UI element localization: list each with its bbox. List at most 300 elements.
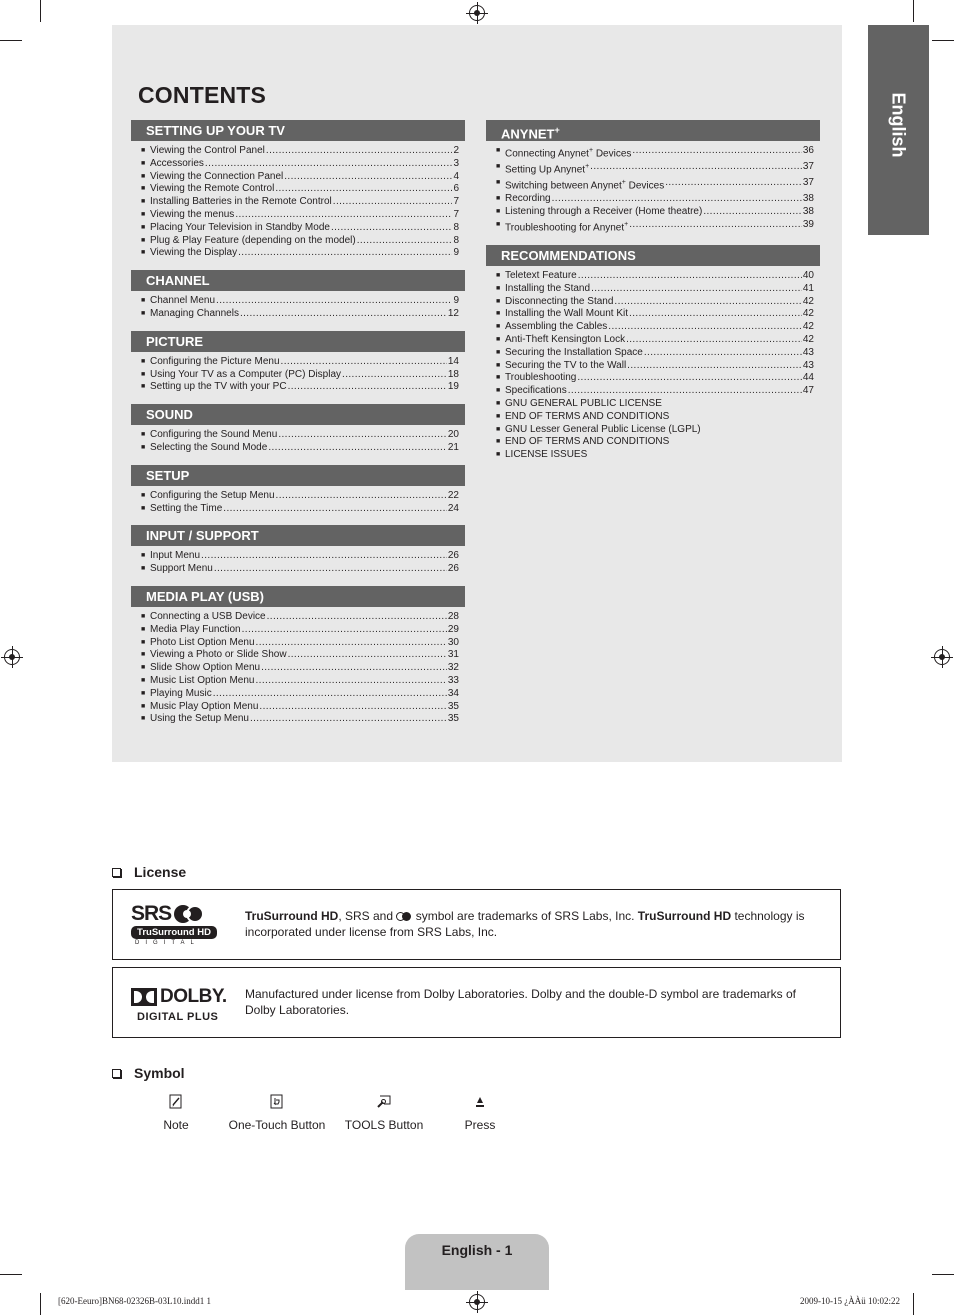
toc-entry-label: Selecting the Sound Mode bbox=[150, 441, 268, 453]
toc-entry bbox=[496, 270, 814, 283]
toc-entry bbox=[496, 360, 814, 373]
toc-entry bbox=[141, 295, 459, 308]
toc-page-number: 30 bbox=[447, 636, 459, 648]
section-heading: SETUP bbox=[131, 465, 465, 486]
toc-page-number: 24 bbox=[447, 502, 459, 514]
dot-leader bbox=[608, 321, 802, 334]
dot-leader bbox=[590, 161, 802, 177]
toc-section-input-support bbox=[131, 525, 465, 576]
toc-entry bbox=[141, 503, 459, 516]
section-heading: SOUND bbox=[131, 404, 465, 425]
square-bullet-icon: ■ bbox=[496, 147, 501, 154]
toc-entry bbox=[496, 206, 814, 219]
toc-entry bbox=[496, 177, 814, 193]
toc-entry-label: GNU Lesser General Public License (LGPL) bbox=[505, 423, 701, 435]
dot-leader bbox=[357, 235, 453, 248]
toc-page-number: 26 bbox=[447, 550, 459, 562]
square-bullet-icon: ■ bbox=[141, 664, 146, 672]
toc-entry-label: LICENSE ISSUES bbox=[505, 449, 588, 461]
toc-entry-label: Viewing the Connection Panel bbox=[150, 170, 284, 182]
toc-entry-label: Teletext Feature bbox=[505, 270, 577, 282]
toc-left-column bbox=[131, 120, 465, 736]
dot-leader bbox=[275, 183, 452, 196]
toc-entry-label: Installing Batteries in the Remote Control bbox=[150, 196, 332, 208]
registration-mark-icon bbox=[934, 649, 950, 665]
tools-icon bbox=[340, 1092, 428, 1110]
dot-leader bbox=[235, 209, 452, 222]
print-slug-right: 2009-10-15 ¿ÀÀü 10:02:22 bbox=[800, 1296, 900, 1306]
dot-leader bbox=[266, 145, 453, 158]
toc-section-sound bbox=[131, 404, 465, 455]
toc-entry-label: Disconnecting the Stand bbox=[505, 295, 614, 307]
toc-entry bbox=[496, 145, 814, 161]
toc-entry bbox=[141, 209, 459, 222]
toc-entry bbox=[141, 222, 459, 235]
toc-entry bbox=[141, 183, 459, 196]
toc-item-list bbox=[131, 425, 465, 455]
toc-entry-label: Playing Music bbox=[150, 687, 212, 699]
page-number-label: English - 1 bbox=[441, 1242, 513, 1258]
checkbox-bullet-icon bbox=[112, 1069, 121, 1078]
toc-page-number: 33 bbox=[447, 674, 459, 686]
dolby-double-d-icon bbox=[131, 988, 157, 1006]
toc-entry-label: Securing the TV to the Wall bbox=[505, 359, 627, 371]
toc-entry bbox=[141, 171, 459, 184]
dot-leader bbox=[333, 196, 453, 209]
square-bullet-icon: ■ bbox=[141, 715, 146, 723]
symbol-heading: Symbol bbox=[112, 1065, 185, 1081]
dot-leader bbox=[703, 206, 802, 219]
toc-entry bbox=[496, 219, 814, 235]
toc-entry-label: Placing Your Television in Standby Mode bbox=[150, 221, 330, 233]
crop-mark bbox=[40, 1293, 41, 1315]
toc-entry-label: Configuring the Picture Menu bbox=[150, 355, 280, 367]
toc-page-number: 18 bbox=[447, 368, 459, 380]
toc-page-number: 35 bbox=[447, 700, 459, 712]
square-bullet-icon: ■ bbox=[141, 625, 146, 633]
square-bullet-icon: ■ bbox=[496, 451, 501, 459]
one-touch-icon bbox=[222, 1092, 332, 1110]
toc-item-list bbox=[131, 291, 465, 321]
toc-entry bbox=[141, 442, 459, 455]
toc-entry bbox=[141, 563, 459, 576]
dot-leader bbox=[632, 145, 801, 161]
toc-page-number: 4 bbox=[453, 170, 459, 182]
toc-page-number: 8 bbox=[453, 234, 459, 246]
dot-leader bbox=[552, 193, 802, 206]
toc-entry bbox=[141, 369, 459, 382]
toc-item-list bbox=[486, 141, 820, 235]
symbol-tools: TOOLS Button bbox=[340, 1092, 428, 1132]
toc-entry bbox=[496, 449, 814, 462]
toc-page-number: 42 bbox=[802, 334, 814, 346]
square-bullet-icon: ■ bbox=[141, 147, 146, 154]
square-bullet-icon: ■ bbox=[141, 651, 146, 659]
toc-entry-label: Setting up the TV with your PC bbox=[150, 381, 287, 393]
toc-entry-label: Setting Up Anynet+ bbox=[505, 163, 590, 176]
square-bullet-icon: ■ bbox=[141, 185, 146, 193]
print-slug-left: [620-Eeuro]BN68-02326B-03L10.indd1 1 bbox=[58, 1296, 211, 1306]
toc-page-number: 47 bbox=[802, 385, 814, 397]
symbol-press: Press bbox=[455, 1092, 505, 1132]
crop-mark bbox=[913, 0, 914, 22]
toc-entry bbox=[141, 490, 459, 503]
dot-leader bbox=[268, 442, 447, 455]
toc-section-picture bbox=[131, 331, 465, 394]
toc-item-list bbox=[131, 352, 465, 394]
square-bullet-icon: ■ bbox=[496, 336, 501, 344]
dot-leader bbox=[276, 490, 447, 503]
section-heading: INPUT / SUPPORT bbox=[131, 525, 465, 546]
srs-license-text: TruSurround HD, SRS and symbol are trademarks of SRS Labs, Inc. TruSurround HD technology is incorporated under license from SRS Labs, Inc. bbox=[245, 909, 805, 939]
toc-entry bbox=[496, 411, 814, 424]
toc-entry bbox=[496, 385, 814, 398]
crop-mark bbox=[913, 1293, 914, 1315]
toc-entry-label: Connecting Anynet+ Devices bbox=[505, 147, 632, 160]
square-bullet-icon: ■ bbox=[141, 443, 146, 451]
dolby-license-box bbox=[112, 967, 841, 1038]
toc-entry-label: Viewing a Photo or Slide Show bbox=[150, 649, 287, 661]
toc-entry-label: Viewing the Display bbox=[150, 247, 238, 259]
square-bullet-icon: ■ bbox=[141, 172, 146, 180]
dot-leader bbox=[250, 713, 447, 726]
toc-page-number: 42 bbox=[802, 295, 814, 307]
toc-section-anynet bbox=[486, 120, 820, 235]
dot-leader bbox=[288, 381, 447, 394]
square-bullet-icon: ■ bbox=[496, 412, 501, 420]
srs-symbol-icon bbox=[396, 912, 412, 921]
dot-leader bbox=[629, 219, 802, 235]
square-bullet-icon: ■ bbox=[141, 676, 146, 684]
toc-entry-label: Viewing the Control Panel bbox=[150, 145, 265, 156]
toc-entry-label: Specifications bbox=[505, 385, 567, 397]
toc-page-number: 22 bbox=[447, 489, 459, 501]
toc-entry bbox=[141, 713, 459, 726]
toc-item-list bbox=[131, 141, 465, 260]
checkbox-bullet-icon bbox=[112, 868, 121, 877]
toc-entry-label: Photo List Option Menu bbox=[150, 636, 255, 648]
toc-entry bbox=[496, 372, 814, 385]
toc-entry bbox=[141, 637, 459, 650]
dot-leader bbox=[256, 675, 447, 688]
toc-page-number: 29 bbox=[447, 623, 459, 635]
symbol-note: Note bbox=[146, 1092, 206, 1132]
toc-entry bbox=[496, 193, 814, 206]
toc-entry-label: Input Menu bbox=[150, 550, 201, 562]
dot-leader bbox=[288, 649, 447, 662]
toc-entry bbox=[496, 436, 814, 449]
toc-entry-label: Managing Channels bbox=[150, 307, 239, 319]
toc-page-number: 31 bbox=[447, 649, 459, 661]
toc-entry-label: Installing the Stand bbox=[505, 282, 591, 294]
dot-leader bbox=[214, 563, 447, 576]
toc-entry-label: Using Your TV as a Computer (PC) Display bbox=[150, 368, 342, 380]
toc-entry-label: Support Menu bbox=[150, 563, 213, 575]
dot-leader bbox=[201, 550, 447, 563]
toc-entry-label: Troubleshooting bbox=[505, 372, 577, 384]
toc-page-number: 8 bbox=[453, 221, 459, 233]
dot-leader bbox=[331, 222, 453, 235]
toc-page-number: 44 bbox=[802, 372, 814, 384]
square-bullet-icon: ■ bbox=[496, 374, 501, 382]
toc-entry bbox=[141, 196, 459, 209]
square-bullet-icon: ■ bbox=[141, 370, 146, 378]
registration-mark-icon bbox=[469, 1294, 485, 1310]
srs-circle-icon bbox=[174, 905, 204, 923]
toc-section-setup bbox=[131, 465, 465, 516]
toc-page-number: 14 bbox=[447, 355, 459, 367]
square-bullet-icon: ■ bbox=[141, 638, 146, 646]
toc-page-number: 43 bbox=[802, 359, 814, 371]
toc-page-number: 3 bbox=[453, 157, 459, 169]
square-bullet-icon: ■ bbox=[141, 236, 146, 244]
toc-entry-label: Configuring the Sound Menu bbox=[150, 429, 278, 441]
toc-section-channel bbox=[131, 270, 465, 321]
dot-leader bbox=[205, 158, 453, 171]
dot-leader bbox=[342, 369, 447, 382]
toc-entry bbox=[496, 347, 814, 360]
square-bullet-icon: ■ bbox=[496, 220, 501, 228]
toc-page-number: 20 bbox=[447, 429, 459, 441]
toc-page-number: 43 bbox=[802, 346, 814, 358]
toc-page-number: 38 bbox=[802, 206, 814, 218]
toc-page-number: 38 bbox=[802, 193, 814, 205]
square-bullet-icon: ■ bbox=[496, 361, 501, 369]
dot-leader bbox=[578, 270, 802, 283]
square-bullet-icon: ■ bbox=[496, 163, 501, 171]
dot-leader bbox=[281, 356, 447, 369]
dot-leader bbox=[284, 171, 452, 184]
square-bullet-icon: ■ bbox=[496, 323, 501, 331]
toc-entry-label: Connecting a USB Device bbox=[150, 610, 266, 622]
toc-entry bbox=[141, 145, 459, 158]
toc-entry-label: Switching between Anynet+ Devices bbox=[505, 179, 665, 192]
toc-page-number: 36 bbox=[802, 145, 814, 156]
toc-section-setting-up-your-tv bbox=[131, 120, 465, 260]
section-heading: MEDIA PLAY (USB) bbox=[131, 586, 465, 607]
square-bullet-icon: ■ bbox=[141, 552, 146, 560]
symbol-one-touch: One-Touch Button bbox=[222, 1092, 332, 1132]
language-tab-label: English bbox=[888, 92, 909, 158]
crop-mark bbox=[0, 1274, 22, 1275]
toc-page-number: 42 bbox=[802, 308, 814, 320]
square-bullet-icon: ■ bbox=[496, 438, 501, 446]
square-bullet-icon: ■ bbox=[141, 210, 146, 218]
square-bullet-icon: ■ bbox=[141, 491, 146, 499]
toc-page-number: 39 bbox=[802, 218, 814, 230]
registration-mark-icon bbox=[4, 649, 20, 665]
toc-page-number: 9 bbox=[453, 247, 459, 259]
toc-entry-label: Slide Show Option Menu bbox=[150, 662, 261, 674]
toc-entry bbox=[496, 424, 814, 437]
toc-item-list bbox=[486, 266, 820, 462]
toc-entry-label: Anti-Theft Kensington Lock bbox=[505, 334, 626, 346]
dot-leader bbox=[213, 688, 447, 701]
square-bullet-icon: ■ bbox=[141, 357, 146, 365]
square-bullet-icon: ■ bbox=[141, 309, 146, 317]
square-bullet-icon: ■ bbox=[496, 208, 501, 216]
square-bullet-icon: ■ bbox=[141, 689, 146, 697]
registration-mark-icon bbox=[469, 5, 485, 21]
dot-leader bbox=[242, 624, 447, 637]
toc-entry bbox=[141, 688, 459, 701]
square-bullet-icon: ■ bbox=[496, 400, 501, 408]
toc-entry bbox=[141, 611, 459, 624]
toc-page-number: 26 bbox=[447, 563, 459, 575]
dot-leader bbox=[568, 385, 802, 398]
toc-page-number: 37 bbox=[802, 177, 814, 189]
square-bullet-icon: ■ bbox=[141, 198, 146, 206]
square-bullet-icon: ■ bbox=[141, 383, 146, 391]
toc-entry-label: Recording bbox=[505, 193, 551, 205]
dot-leader bbox=[644, 347, 802, 360]
square-bullet-icon: ■ bbox=[496, 195, 501, 203]
toc-entry bbox=[496, 398, 814, 411]
section-heading: PICTURE bbox=[131, 331, 465, 352]
dot-leader bbox=[240, 308, 447, 321]
toc-entry-label: Music List Option Menu bbox=[150, 674, 255, 686]
toc-entry bbox=[141, 662, 459, 675]
square-bullet-icon: ■ bbox=[496, 297, 501, 305]
toc-page-number: 28 bbox=[447, 610, 459, 622]
toc-entry-label: Using the Setup Menu bbox=[150, 713, 249, 725]
dot-leader bbox=[626, 334, 802, 347]
square-bullet-icon: ■ bbox=[496, 425, 501, 433]
section-heading: SETTING UP YOUR TV bbox=[131, 120, 465, 141]
dot-leader bbox=[238, 247, 452, 260]
toc-page-number: 7 bbox=[453, 208, 459, 220]
toc-entry bbox=[496, 161, 814, 177]
toc-entry bbox=[141, 429, 459, 442]
toc-entry-label: Viewing the menus bbox=[150, 208, 235, 220]
toc-entry bbox=[141, 247, 459, 260]
square-bullet-icon: ■ bbox=[141, 431, 146, 439]
dot-leader bbox=[256, 637, 447, 650]
toc-page-number: 41 bbox=[802, 282, 814, 294]
toc-entry-label: Music Play Option Menu bbox=[150, 700, 259, 712]
toc-entry-label: Media Play Function bbox=[150, 623, 241, 635]
toc-entry bbox=[496, 296, 814, 309]
dot-leader bbox=[259, 701, 446, 714]
dolby-logo: DOLBY. DIGITAL PLUS bbox=[131, 986, 227, 1030]
toc-entry-label: Accessories bbox=[150, 157, 204, 169]
press-icon bbox=[455, 1092, 505, 1110]
license-heading: License bbox=[112, 864, 186, 880]
square-bullet-icon: ■ bbox=[141, 159, 146, 167]
toc-page-number: 40 bbox=[802, 270, 814, 282]
toc-entry-label: Configuring the Setup Menu bbox=[150, 489, 275, 501]
toc-section-recommendations bbox=[486, 245, 820, 462]
toc-entry-label: GNU GENERAL PUBLIC LICENSE bbox=[505, 398, 662, 410]
toc-entry bbox=[141, 158, 459, 171]
toc-entry-label: Setting the Time bbox=[150, 502, 223, 514]
toc-entry-label: Installing the Wall Mount Kit bbox=[505, 308, 629, 320]
toc-entry bbox=[496, 321, 814, 334]
toc-item-list bbox=[131, 486, 465, 516]
toc-page-number: 2 bbox=[453, 145, 459, 156]
square-bullet-icon: ■ bbox=[141, 565, 146, 573]
square-bullet-icon: ■ bbox=[496, 284, 501, 292]
dot-leader bbox=[216, 295, 452, 308]
toc-entry-label: Plug & Play Feature (depending on the model) bbox=[150, 234, 356, 246]
dot-leader bbox=[278, 429, 447, 442]
square-bullet-icon: ■ bbox=[141, 702, 146, 710]
toc-section-media-play-usb bbox=[131, 586, 465, 726]
dot-leader bbox=[223, 503, 447, 516]
toc-entry bbox=[141, 356, 459, 369]
crop-mark bbox=[40, 0, 41, 22]
crop-mark bbox=[932, 1274, 954, 1275]
toc-entry bbox=[141, 701, 459, 714]
square-bullet-icon: ■ bbox=[141, 249, 146, 257]
toc-page-number: 37 bbox=[802, 161, 814, 173]
dot-leader bbox=[614, 296, 801, 309]
toc-entry-label: END OF TERMS AND CONDITIONS bbox=[505, 436, 670, 448]
toc-entry-label: Viewing the Remote Control bbox=[150, 183, 275, 195]
toc-right-column bbox=[486, 120, 820, 472]
toc-entry bbox=[141, 675, 459, 688]
toc-entry-label: Channel Menu bbox=[150, 295, 216, 307]
dot-leader bbox=[591, 283, 802, 296]
toc-item-list bbox=[131, 546, 465, 576]
square-bullet-icon: ■ bbox=[496, 272, 501, 280]
section-heading: CHANNEL bbox=[131, 270, 465, 291]
square-bullet-icon: ■ bbox=[141, 297, 146, 305]
square-bullet-icon: ■ bbox=[496, 310, 501, 318]
toc-page-number: 6 bbox=[453, 183, 459, 195]
toc-entry bbox=[141, 624, 459, 637]
section-heading: ANYNET+ bbox=[486, 120, 820, 141]
square-bullet-icon: ■ bbox=[496, 387, 501, 395]
square-bullet-icon: ■ bbox=[496, 348, 501, 356]
toc-page-number: 34 bbox=[447, 687, 459, 699]
dot-leader bbox=[627, 360, 802, 373]
square-bullet-icon: ■ bbox=[141, 504, 146, 512]
dot-leader bbox=[261, 662, 447, 675]
toc-entry-label: Securing the Installation Space bbox=[505, 346, 643, 358]
square-bullet-icon: ■ bbox=[141, 612, 146, 620]
toc-entry bbox=[141, 235, 459, 248]
dot-leader bbox=[629, 308, 802, 321]
toc-page-number: 12 bbox=[447, 307, 459, 319]
dolby-license-text: Manufactured under license from Dolby Laboratories. Dolby and the double-D symbol are trademarks of Dolby Laboratories. bbox=[245, 987, 796, 1017]
crop-mark bbox=[0, 40, 22, 41]
toc-page-number: 7 bbox=[453, 196, 459, 208]
note-icon bbox=[146, 1092, 206, 1110]
square-bullet-icon: ■ bbox=[496, 179, 501, 187]
dot-leader bbox=[577, 372, 802, 385]
toc-page-number: 21 bbox=[447, 441, 459, 453]
toc-entry-label: Listening through a Receiver (Home theatre) bbox=[505, 206, 703, 218]
toc-page-number: 32 bbox=[447, 662, 459, 674]
toc-item-list bbox=[131, 607, 465, 726]
toc-entry-label: Troubleshooting for Anynet+ bbox=[505, 220, 629, 234]
srs-license-box bbox=[112, 889, 841, 960]
dot-leader bbox=[267, 611, 447, 624]
toc-entry bbox=[141, 381, 459, 394]
toc-entry-label: Assembling the Cables bbox=[505, 321, 608, 333]
toc-page-number: 9 bbox=[453, 295, 459, 307]
square-bullet-icon: ■ bbox=[141, 223, 146, 231]
toc-page-number: 35 bbox=[447, 713, 459, 725]
toc-page-number: 19 bbox=[447, 381, 459, 393]
toc-entry bbox=[141, 550, 459, 563]
toc-entry bbox=[141, 649, 459, 662]
section-heading: RECOMMENDATIONS bbox=[486, 245, 820, 266]
toc-entry bbox=[141, 308, 459, 321]
toc-entry-label: END OF TERMS AND CONDITIONS bbox=[505, 410, 670, 422]
toc-entry bbox=[496, 308, 814, 321]
